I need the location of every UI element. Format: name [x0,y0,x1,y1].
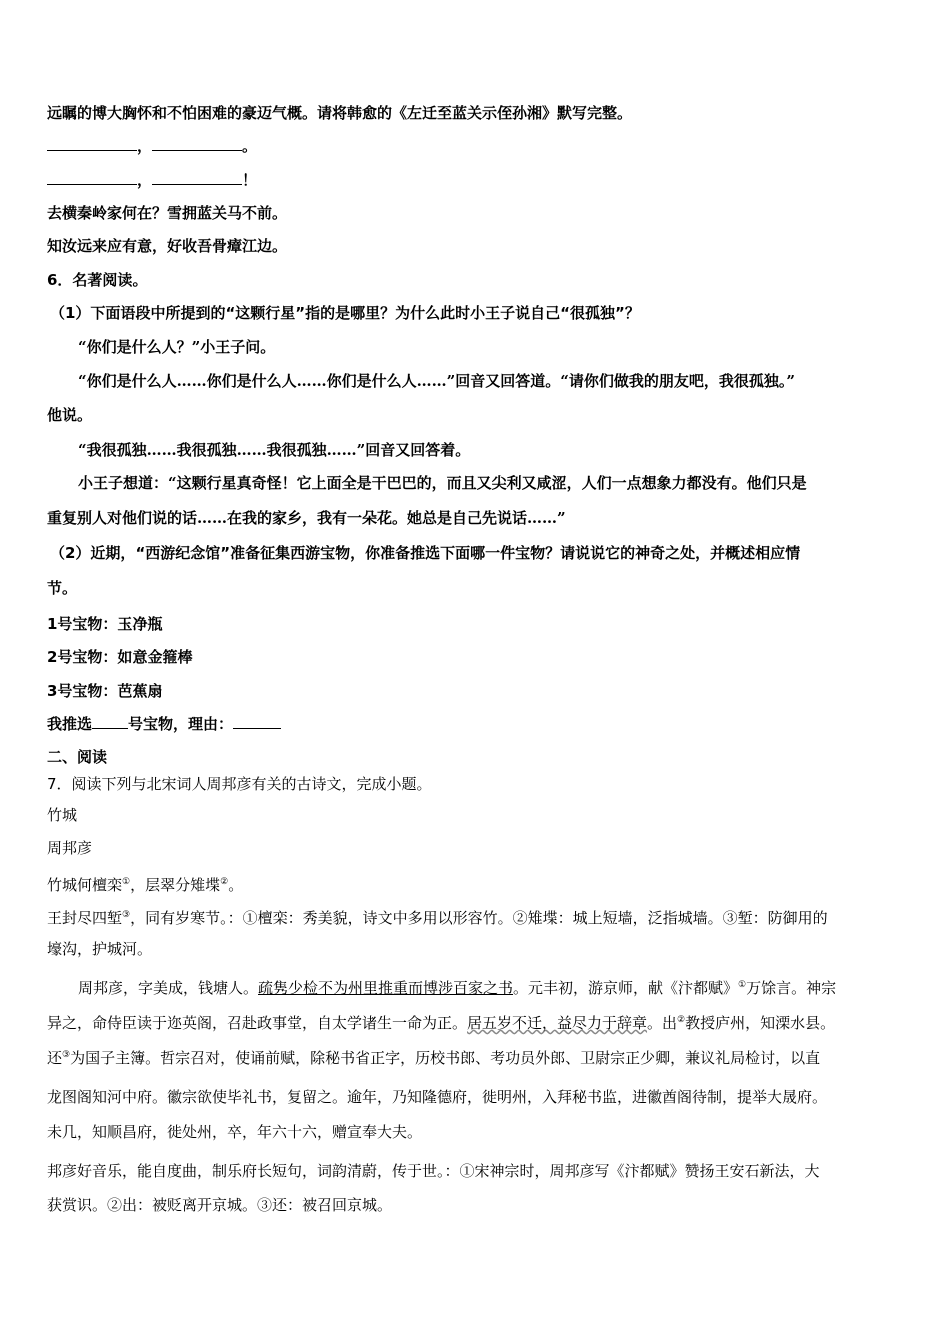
underlined-sentence: 疏隽少检不为州里推重而博涉百家之书 [258,979,514,997]
reason-blank[interactable] [233,714,281,729]
q7-prompt: 7．阅读下列与北宋词人周邦彦有关的古诗文，完成小题。 [47,775,432,793]
label: 号宝物，理由： [128,715,234,733]
q5-intro: 远瞩的博大胸怀和不怕困难的豪迈气概。请将韩愈的《左迁至蓝关示侄孙湘》默写完整。 [47,104,633,122]
bio-line-3: 还③为国子主簿。哲宗召对，使诵前赋，除秘书省正字，历校书郎、考功员外郎、卫尉宗正少卿，兼议礼局检讨，以直 [47,1049,821,1067]
q6-sub2-cont: 节。 [47,579,78,597]
passage-p4: 小王子想道：“这颗行星真奇怪！它上面全是干巴巴的，而且又尖利又咸涩，人们一点想象力都没有。他们只是 [78,474,807,492]
blank[interactable] [47,170,137,185]
blank[interactable] [152,170,242,185]
bio-line-4: 龙图阁知河中府。徽宗欲使毕礼书，复留之。逾年，乃知隆德府，徙明州，入拜秘书监，进徽酋阁待制，提举大晟府。 [47,1088,828,1106]
passage-p3: “我很孤独……我很孤独……我很孤独……”回音又回答着。 [78,441,471,459]
fill-blank-line-2 [47,170,257,190]
passage-p2: “你们是什么人……你们是什么人……你们是什么人……”回音又回答道。“请你们做我的朋友吧，我很孤独。” [78,372,796,390]
poem-author: 周邦彦 [47,839,93,857]
note-line-1: 邦彦好音乐，能自度曲，制乐府长短句，词韵清蔚，传于世。：①宋神宗时，周邦彦写《汴都赋》赞扬王安石新法，大 [47,1162,820,1180]
verse-2: 王封尽四堑③，同有岁寒节。：①檀栾：秀美貌，诗文中多用以形容竹。②雉堞：城上短墙，泛指城墙。③堑：防御用的 [47,909,828,927]
recommend-line [47,714,281,734]
fill-blank-line-1 [47,136,257,156]
number-blank[interactable] [92,714,128,729]
verse-1: 竹城何檀栾①，层翠分雉堞②。 [47,876,244,894]
q6-title: 6．名著阅读。 [47,271,148,289]
note-line-2: 获赏识。②出：被贬离开京城。③还：被召回京城。 [47,1196,393,1214]
bio-line-2: 异之，命侍臣读于迩英阁，召赴政事堂，自太学诸生一命为正。居五岁不迁，益尽力于辞章。出②教授庐州，知溧水县。 [47,1014,836,1032]
blank[interactable] [152,136,242,151]
q6-sub2: （2）近期，“西游纪念馆”准备征集西游宝物，你准备推选下面哪一件宝物？请说说它的神奇之处，并概述相应情 [50,544,801,562]
punct: ！ [242,171,258,189]
q6-sub1: （1）下面语段中所提到的“这颗行星”指的是哪里？为什么此时小王子说自己“很孤独”？ [50,304,640,322]
punct: ， [137,137,153,155]
blank[interactable] [47,136,137,151]
poem-line-2: 知汝远来应有意，好收吾骨瘴江边。 [47,237,288,255]
passage-p2-cont: 他说。 [47,406,93,424]
treasure-3: 3号宝物：芭蕉扇 [47,682,163,700]
treasure-1: 1号宝物：玉净瓶 [47,615,163,633]
section2-title: 二、阅读 [47,748,108,766]
passage-p4-cont: 重复别人对他们说的话……在我的家乡，我有一朵花。她总是自己先说话……” [47,509,566,527]
label: 我推选 [47,715,93,733]
treasure-2: 2号宝物：如意金箍棒 [47,648,193,666]
poem-title: 竹城 [47,806,78,824]
bio-line-5: 未几，知顺昌府，徙处州，卒，年六十六，赠宣奉大夫。 [47,1123,423,1141]
passage-p1: “你们是什么人？”小王子问。 [78,338,276,356]
verse-2-cont: 壕沟，护城河。 [47,940,153,958]
wavy-underlined-sentence: 居五岁不迁，益尽力于辞章 [467,1014,648,1032]
punct: 。 [242,137,258,155]
bio-line-1: 周邦彦，字美成，钱塘人。疏隽少检不为州里推重而博涉百家之书。元丰初，游京师，献《汴都赋》①万馀言。神宗 [78,979,837,997]
punct: ， [137,171,153,189]
poem-line-1: 去横秦岭家何在？雪拥蓝关马不前。 [47,204,288,222]
